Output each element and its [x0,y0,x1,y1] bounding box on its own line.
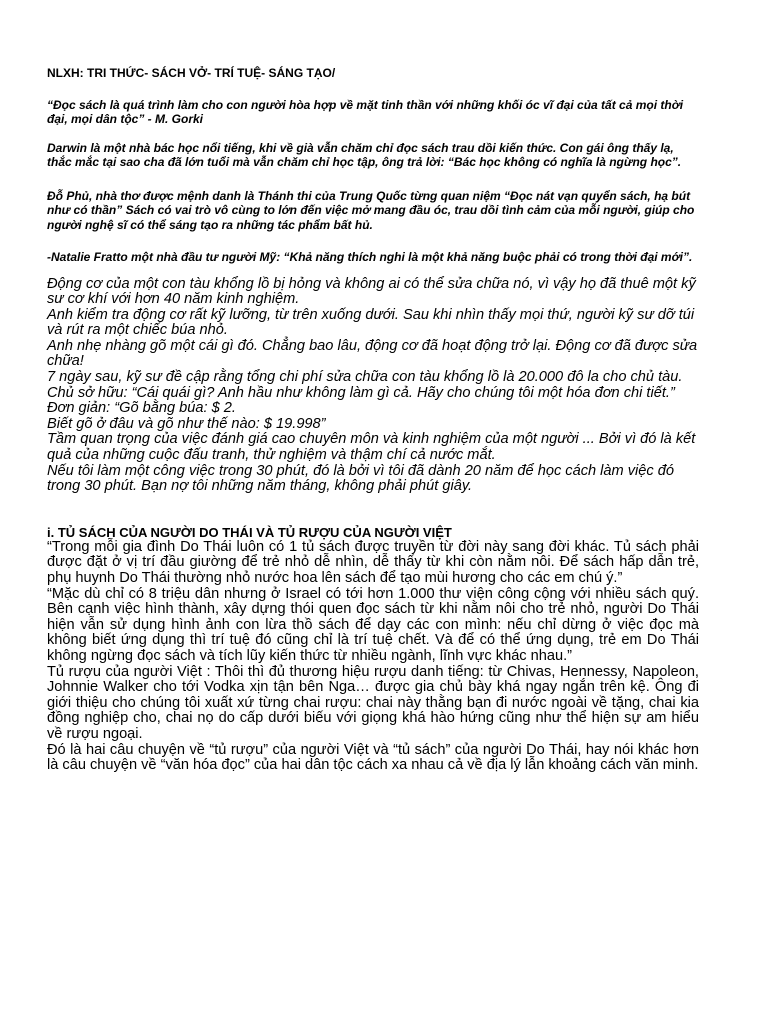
section-body [47,540,699,774]
ship-engine-story [47,277,699,495]
story-paragraph: Biết gõ ở đâu và gõ như thế nào: $ 19.998” [47,415,326,432]
section-paragraph: “Mặc dù chỉ có 8 triệu dân nhưng ở Israel có tới hơn 1.000 thư viện công cộng với nhiều sách quý. Bên cạnh việc hình thành, xây dựng thói quen đọc sách từ khi nằm nôi cho trẻ nhỏ, người Do Thái hiện vẫn sử dụng hình ảnh con lừa thồ sách để dạy các con mình: nếu chỉ dừng ở việc đọc mà không biết ứng dụng thì trí tuệ đó cũng chỉ là trí tuệ chết. Và để có thể ứng dụng, trẻ em Do Thái không ngừng đọc sách và tích lũy kiến thức từ nhiều ngành, lĩnh vực khác nhau.” [47,585,699,664]
story-paragraph: Anh nhẹ nhàng gõ một cái gì đó. Chẳng bao lâu, động cơ đã hoạt động trở lại. Động cơ đã được sửa chữa! [47,337,698,370]
document-title: NLXH: TRI THỨC- SÁCH VỞ- TRÍ TUỆ- SÁNG TẠO/ [47,66,336,80]
document-page [47,66,699,774]
section-paragraph: “Trong mỗi gia đình Do Thái luôn có 1 tủ sách được truyền từ đời này sang đời khác. Tủ sách phải được đặt ở vị trí đầu giường để trẻ nhỏ dễ nhìn, dễ thấy từ khi còn nằm nôi. Để sách hấp dẫn trẻ, phụ huynh Do Thái thường nhỏ nước hoa lên sách để tạo mùi hương cho các em chú ý.” [47,538,699,586]
section-heading: i. TỦ SÁCH CỦA NGƯỜI DO THÁI VÀ TỦ RƯỢU CỦA NGƯỜI VIỆT [47,524,452,540]
quote-do-phu: Đỗ Phủ, nhà thơ được mệnh danh là Thánh thi của Trung Quốc từng quan niệm “Đọc nát vạn quyển sách, hạ bút như có thần” Sách có vai trò vô cùng to lớn đến việc mở mang đầu óc, trau dồi tình cảm của mỗi người, giúp cho người nghệ sĩ có thể sáng tạo ra những tác phẩm bất hủ. [47,188,695,232]
quote-gorki: “Đọc sách là quá trình làm cho con người hòa hợp về mặt tinh thần với những khối óc vĩ đại của tất cả mọi thời đại, mọi dân tộc” - M. Gorki [47,97,684,126]
story-paragraph: Chủ sở hữu: “Cái quái gì? Anh hầu như không làm gì cả. Hãy cho chúng tôi một hóa đơn chi tiết.” [47,384,675,401]
story-paragraph: Nếu tôi làm một công việc trong 30 phút, đó là bởi vì tôi đã dành 20 năm để học cách làm việc đó trong 30 phút. Bạn nợ tôi những năm tháng, không phải phút giây. [47,462,674,495]
story-paragraph: Động cơ của một con tàu khổng lồ bị hỏng và không ai có thể sửa chữa nó, vì vậy họ đã thuê một kỹ sư cơ khí với hơn 40 năm kinh nghiệm. [47,275,696,308]
story-paragraph: Đơn giản: “Gõ bằng búa: $ 2. [47,400,236,417]
story-paragraph: Tầm quan trọng của việc đánh giá cao chuyên môn và kinh nghiệm của một người ... Bởi vì đó là kết quả của những cuộc đấu tranh, thử nghiệm và thậm chí cả nước mắt. [47,431,696,464]
quote-darwin: Darwin là một nhà bác học nổi tiếng, khi về già vẫn chăm chỉ đọc sách trau dồi kiến thức. Con gái ông thấy lạ, thắc mắc tại sao cha đã lớn tuổi mà vẫn chăm chỉ học tập, ông trả lời: “Bác học không có nghĩa là ngừng học”. [47,140,682,169]
story-paragraph: 7 ngày sau, kỹ sư đề cập rằng tổng chi phí sửa chữa con tàu khổng lồ là 20.000 đô la cho chủ tàu. [47,369,683,386]
quote-natalie-fratto: -Natalie Fratto một nhà đầu tư người Mỹ: “Khả năng thích nghi là một khả năng buộc phải có trong thời đại mới”. [47,250,693,264]
story-paragraph: Anh kiểm tra động cơ rất kỹ lưỡng, từ trên xuống dưới. Sau khi nhìn thấy mọi thứ, người kỹ sư dỡ túi và rút ra một chiếc búa nhỏ. [47,306,695,339]
section-paragraph: Đó là hai câu chuyện về “tủ rượu” của người Việt và “tủ sách” của người Do Thái, hay nói khác hơn là câu chuyện về “văn hóa đọc” của hai dân tộc cách xa nhau cả về địa lý lẫn khoảng cách văn minh. [47,741,699,774]
section-paragraph: Tủ rượu của người Việt : Thôi thì đủ thương hiệu rượu danh tiếng: từ Chivas, Hennessy, Napoleon, Johnnie Walker cho tới Vodka xịn tận bên Nga… được gia chủ bày khá ngay ngắn trên kệ. Ông đi giới thiệu cho chúng tôi xuất xứ từng chai rượu: chai này thằng bạn đi nước ngoài về tặng, chai kia đồng nghiệp cho, chai nọ do cấp dưới biếu với giọng khá hào hứng cũng như thể hiện sự am hiểu về rượu ngoại. [47,663,699,742]
